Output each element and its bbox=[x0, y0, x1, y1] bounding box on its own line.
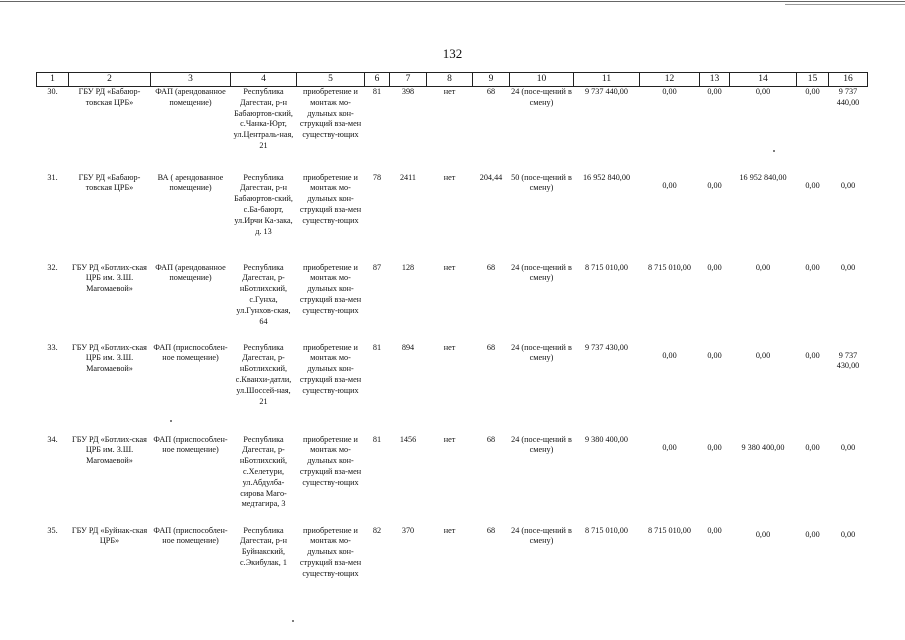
col7-cell: 398 bbox=[390, 87, 427, 173]
col13-cell: 0,00 bbox=[707, 180, 722, 190]
address-cell: Республика Дагестан, р-н Бабаюртов-ский, с.Ба-баюрт, ул.Ирчи Ка-зака, д. 13 bbox=[234, 172, 293, 236]
table-body bbox=[37, 87, 868, 614]
table-row bbox=[37, 263, 868, 343]
col15-cell: 0,00 bbox=[805, 529, 820, 539]
column-header: 5 bbox=[297, 73, 365, 87]
column-header: 1 bbox=[37, 73, 69, 87]
scan-edge-line bbox=[0, 1, 905, 2]
capacity-cell: 24 (посе-щений в смену) bbox=[511, 434, 572, 455]
row-number: 33. bbox=[47, 342, 58, 352]
col8-cell: нет bbox=[443, 434, 456, 444]
col7-cell: 370 bbox=[401, 525, 415, 535]
col14-cell: 0,00 bbox=[755, 529, 771, 539]
total-cost-cell: 9 380 400,00 bbox=[585, 434, 628, 444]
column-header: 4 bbox=[231, 73, 297, 87]
col9-cell: 68 bbox=[486, 525, 496, 535]
column-header: 12 bbox=[640, 73, 700, 87]
col7-cell: 894 bbox=[401, 342, 415, 352]
organization-cell: ГБУ РД «Бабаюр-товская ЦРБ» bbox=[78, 172, 141, 193]
col13-cell: 0,00 bbox=[707, 525, 722, 535]
column-number-row bbox=[37, 73, 868, 87]
column-header: 7 bbox=[390, 73, 427, 87]
col14-cell: 0,00 bbox=[755, 262, 771, 272]
page-number: 132 bbox=[442, 46, 463, 61]
capacity-cell: 24 (посе-щений в смену) bbox=[511, 525, 572, 546]
address-cell: Республика Дагестан, р-нБотлихский, с.Хелетури, ул.Абдулба-сирова Маго-медтагира, 3 bbox=[239, 434, 288, 509]
column-header: 13 bbox=[700, 73, 730, 87]
work-type-cell: приобретение и монтаж мо-дульных кон-струкций вза-мен существу-ющих bbox=[299, 172, 362, 225]
col12-cell: 8 715 010,00 bbox=[648, 262, 691, 272]
organization-cell: ГБУ РД «Буйнак-ская ЦРБ» bbox=[71, 525, 148, 546]
col12-cell: 0,00 bbox=[662, 442, 677, 452]
col6-cell: 78 bbox=[372, 172, 382, 182]
scan-speck bbox=[292, 620, 294, 622]
column-header: 16 bbox=[829, 73, 868, 87]
col16-cell: 9 737 440,00 bbox=[829, 87, 868, 173]
col16-cell: 0,00 bbox=[840, 262, 856, 272]
column-header: 3 bbox=[151, 73, 231, 87]
row-number: 35. bbox=[47, 525, 58, 535]
column-header: 2 bbox=[69, 73, 151, 87]
col8-cell: нет bbox=[427, 87, 473, 173]
col9-cell: 68 bbox=[486, 434, 496, 444]
col14-cell: 0,00 bbox=[730, 87, 797, 173]
facility-type-cell: ФАП (приспособлен-ное помещение) bbox=[153, 434, 228, 455]
organization-cell: ГБУ РД «Ботлих-ская ЦРБ им. З.Ш. Магомаевой» bbox=[72, 262, 147, 294]
col9-cell: 68 bbox=[486, 342, 496, 352]
col13-cell: 0,00 bbox=[707, 350, 722, 360]
facility-type-cell: ФАП (арендованное помещение) bbox=[151, 87, 231, 173]
address-cell: Республика Дагестан, р-нБотлихский, с.Кванхи-датли, ул.Шоссей-ная, 21 bbox=[235, 342, 292, 406]
row-number: 30. bbox=[37, 87, 69, 173]
capacity-cell: 24 (посе-щений в смену) bbox=[511, 262, 572, 283]
scan-edge-mark bbox=[785, 4, 905, 5]
organization-cell: ГБУ РД «Ботлих-ская ЦРБ им. З.Ш. Магомаевой» bbox=[72, 342, 147, 374]
capacity-cell: 50 (посе-щений в смену) bbox=[511, 172, 572, 193]
table-row bbox=[37, 173, 868, 263]
organization-cell: ГБУ РД «Бабаюр-товская ЦРБ» bbox=[69, 87, 151, 173]
col6-cell: 81 bbox=[372, 434, 382, 444]
column-header: 11 bbox=[574, 73, 640, 87]
col15-cell: 0,00 bbox=[797, 87, 829, 173]
row-number: 32. bbox=[47, 262, 58, 272]
column-header: 6 bbox=[365, 73, 390, 87]
work-type-cell: приобретение и монтаж мо-дульных кон-струкций вза-мен существу-ющих bbox=[299, 525, 362, 578]
organization-cell: ГБУ РД «Ботлих-ская ЦРБ им. З.Ш. Магомаевой» bbox=[72, 434, 147, 466]
total-cost-cell: 9 737 430,00 bbox=[585, 342, 628, 352]
col14-cell: 16 952 840,00 bbox=[739, 172, 787, 182]
col15-cell: 0,00 bbox=[805, 180, 820, 190]
facility-type-cell: ФАП (приспособлен-ное помещение) bbox=[153, 342, 228, 363]
column-header: 10 bbox=[510, 73, 574, 87]
column-header: 9 bbox=[473, 73, 510, 87]
column-header: 8 bbox=[427, 73, 473, 87]
col16-cell: 9 737 430,00 bbox=[836, 350, 860, 371]
facility-type-cell: ФАП (приспособлен-ное помещение) bbox=[153, 525, 228, 546]
col6-cell: 81 bbox=[365, 87, 390, 173]
col12-cell: 0,00 bbox=[640, 87, 700, 173]
col12-cell: 0,00 bbox=[662, 180, 677, 190]
col8-cell: нет bbox=[443, 262, 456, 272]
col6-cell: 81 bbox=[372, 342, 382, 352]
work-type-cell: приобретение и монтаж мо-дульных кон-струкций вза-мен существу-ющих bbox=[297, 87, 365, 173]
column-header: 15 bbox=[797, 73, 829, 87]
facility-type-cell: ВА ( арендованное помещение) bbox=[157, 172, 224, 193]
total-cost-cell: 16 952 840,00 bbox=[582, 172, 631, 182]
col16-cell: 0,00 bbox=[840, 529, 856, 539]
col12-cell: 0,00 bbox=[662, 350, 677, 360]
capacity-cell: 24 (посе-щений в смену) bbox=[511, 342, 572, 363]
col9-cell: 68 bbox=[473, 87, 510, 173]
col12-cell: 8 715 010,00 bbox=[648, 525, 691, 535]
col13-cell: 0,00 bbox=[700, 87, 730, 173]
table-row bbox=[37, 526, 868, 614]
work-type-cell: приобретение и монтаж мо-дульных кон-струкций вза-мен существу-ющих bbox=[299, 342, 362, 395]
row-number: 31. bbox=[47, 172, 58, 182]
column-header: 14 bbox=[730, 73, 797, 87]
address-cell: Республика Дагестан, р-н Буйнакский, с.Экибулак, 1 bbox=[240, 525, 287, 567]
work-type-cell: приобретение и монтаж мо-дульных кон-струкций вза-мен существу-ющих bbox=[299, 262, 362, 315]
col7-cell: 1456 bbox=[399, 434, 417, 444]
facilities-table bbox=[36, 72, 868, 614]
row-number: 34. bbox=[47, 434, 58, 444]
col9-cell: 204,44 bbox=[479, 172, 503, 182]
table-row bbox=[37, 343, 868, 435]
col9-cell: 68 bbox=[486, 262, 496, 272]
col13-cell: 0,00 bbox=[707, 442, 722, 452]
col15-cell: 0,00 bbox=[805, 442, 820, 452]
table-row bbox=[37, 435, 868, 526]
col6-cell: 87 bbox=[372, 262, 382, 272]
col6-cell: 82 bbox=[372, 525, 382, 535]
col13-cell: 0,00 bbox=[707, 262, 722, 272]
capacity-cell: 24 (посе-щений в смену) bbox=[510, 87, 574, 173]
total-cost-cell: 8 715 010,00 bbox=[585, 525, 628, 535]
col16-cell: 0,00 bbox=[840, 442, 856, 452]
col14-cell: 0,00 bbox=[755, 350, 771, 360]
col8-cell: нет bbox=[443, 525, 456, 535]
address-cell: Республика Дагестан, р-нБотлихский, с.Гунха, ул.Гунхов-ская, 64 bbox=[236, 262, 291, 326]
col15-cell: 0,00 bbox=[805, 350, 820, 360]
table-row bbox=[37, 87, 868, 173]
col7-cell: 128 bbox=[401, 262, 415, 272]
work-type-cell: приобретение и монтаж мо-дульных кон-струкций вза-мен существу-ющих bbox=[299, 434, 362, 487]
col8-cell: нет bbox=[443, 172, 456, 182]
total-cost-cell: 9 737 440,00 bbox=[574, 87, 640, 173]
address-cell: Республика Дагестан, р-н Бабаюртов-ский, с.Чанка-Юрт, ул.Централь-ная, 21 bbox=[231, 87, 297, 173]
col15-cell: 0,00 bbox=[805, 262, 820, 272]
col8-cell: нет bbox=[443, 342, 456, 352]
col16-cell: 0,00 bbox=[840, 180, 856, 190]
facility-type-cell: ФАП (арендованное помещение) bbox=[155, 262, 226, 283]
total-cost-cell: 8 715 010,00 bbox=[585, 262, 628, 272]
col7-cell: 2411 bbox=[399, 172, 417, 182]
col14-cell: 9 380 400,00 bbox=[741, 442, 785, 452]
